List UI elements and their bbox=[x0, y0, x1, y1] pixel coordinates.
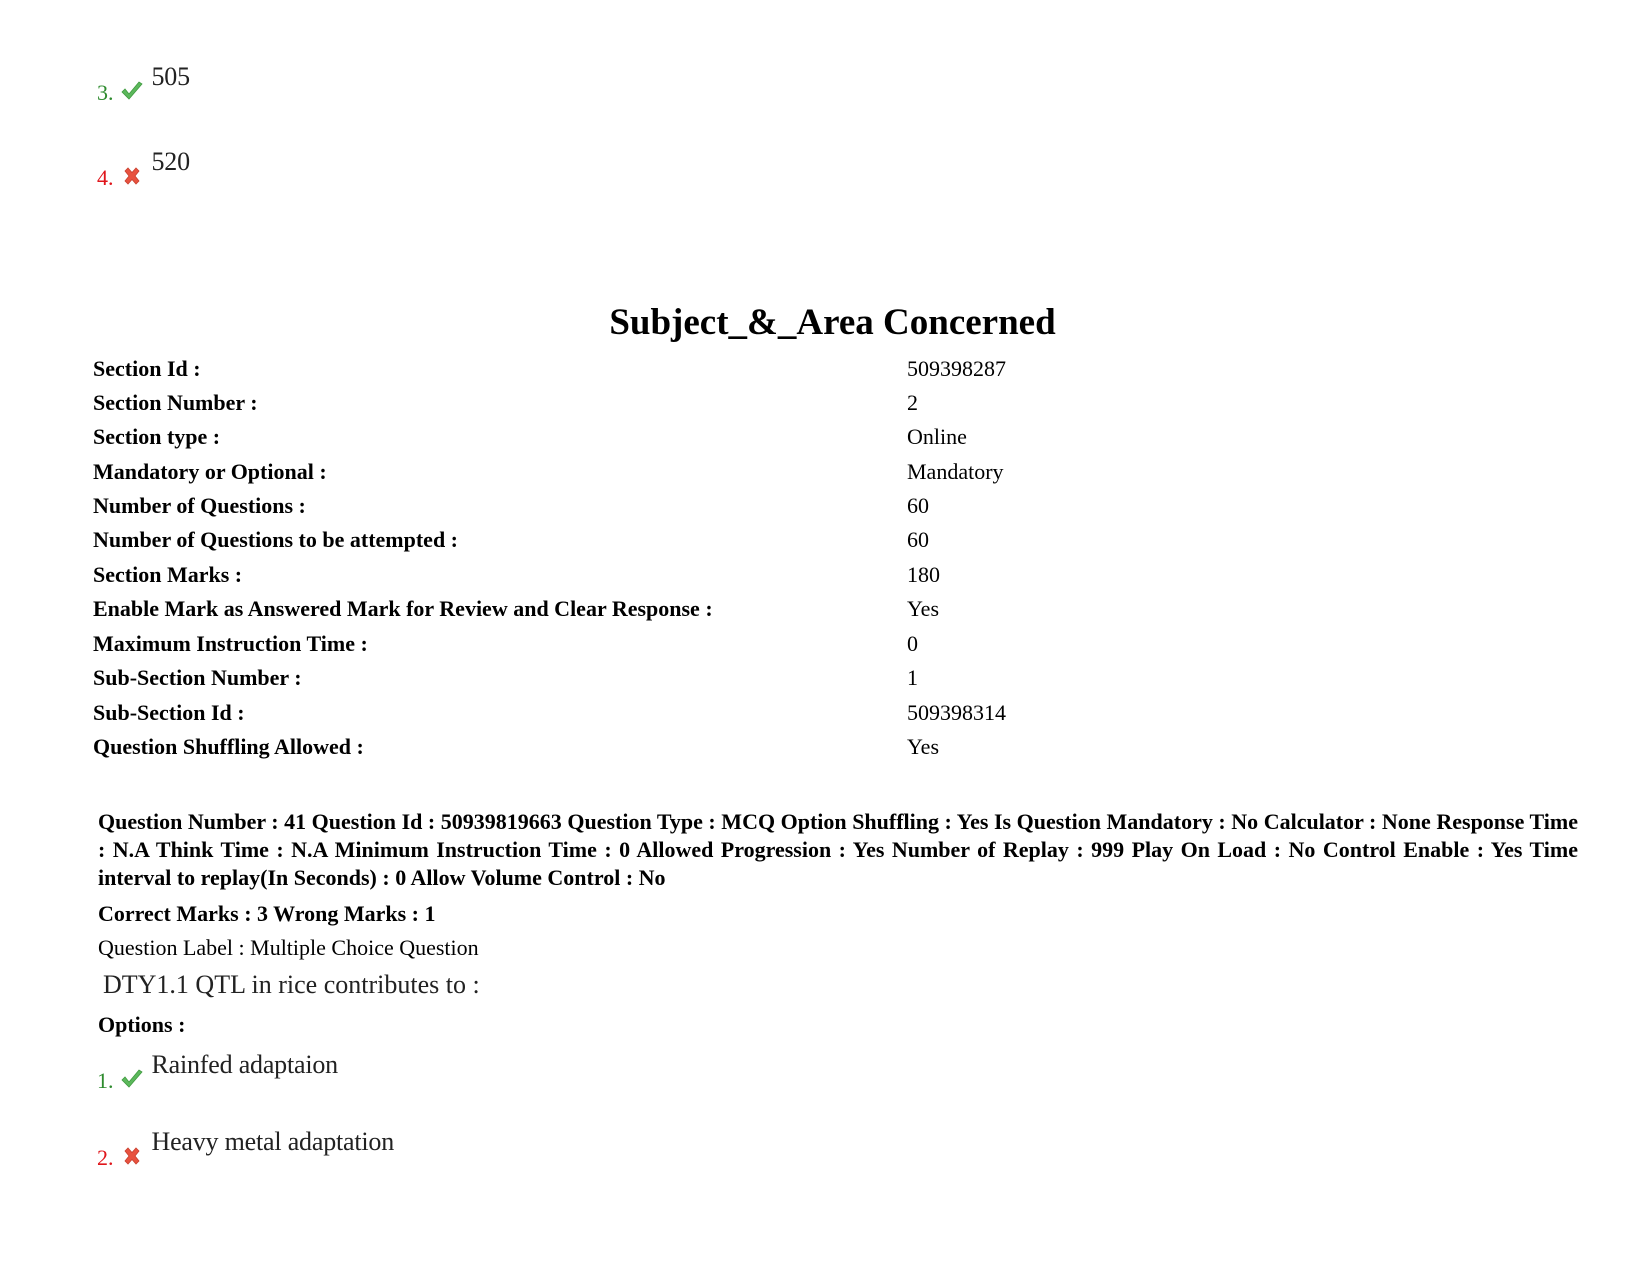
info-row bbox=[93, 628, 1393, 660]
info-value: 60 bbox=[907, 527, 929, 552]
info-value: 180 bbox=[907, 562, 940, 587]
info-value: 60 bbox=[907, 493, 929, 518]
info-label: Mandatory or Optional : bbox=[93, 459, 327, 484]
option-item bbox=[97, 147, 190, 190]
info-row bbox=[93, 387, 1393, 419]
cross-icon bbox=[120, 165, 144, 187]
info-label: Question Shuffling Allowed : bbox=[93, 734, 364, 759]
info-row bbox=[93, 421, 1393, 453]
info-value: Yes bbox=[907, 596, 940, 621]
info-label: Maximum Instruction Time : bbox=[93, 631, 368, 656]
cross-icon bbox=[120, 1145, 144, 1167]
info-label: Sub-Section Number : bbox=[93, 665, 302, 690]
info-row bbox=[93, 456, 1393, 488]
option-item bbox=[97, 62, 190, 105]
info-label: Section Number : bbox=[93, 390, 258, 415]
info-row bbox=[93, 490, 1393, 522]
option-number: 3. bbox=[97, 80, 114, 105]
options-heading: Options : bbox=[98, 1012, 186, 1037]
info-label: Section type : bbox=[93, 424, 221, 449]
question-label: Question Label : Multiple Choice Question bbox=[98, 935, 479, 960]
info-row bbox=[93, 593, 1393, 625]
question-meta: Question Number : 41 Question Id : 50939819663 Question Type : MCQ Option Shuffling : Yes Is Question Mandatory : No Calculator : None Response Time : N.A Think Time : N.A Minimum Instruction Time : 0 Allowed Progression : Yes Number of Replay : 999 Play On Load : No Control Enable : Yes Time interval to replay(In Seconds) : 0 Allow Volume Control : No bbox=[98, 809, 1578, 890]
info-value: 509398287 bbox=[907, 356, 1006, 381]
info-label: Number of Questions to be attempted : bbox=[93, 527, 459, 552]
option-number: 1. bbox=[97, 1068, 114, 1093]
info-row bbox=[93, 524, 1393, 556]
info-value: Online bbox=[907, 424, 967, 449]
info-row bbox=[93, 662, 1393, 694]
info-row bbox=[93, 697, 1393, 729]
option-item bbox=[97, 1050, 338, 1093]
info-row bbox=[93, 559, 1393, 591]
info-label: Number of Questions : bbox=[93, 493, 306, 518]
info-value: 2 bbox=[907, 390, 918, 415]
info-row bbox=[93, 731, 1393, 763]
info-value: 509398314 bbox=[907, 700, 1006, 725]
option-text: Rainfed adaptaion bbox=[151, 1050, 338, 1079]
option-number: 2. bbox=[97, 1145, 114, 1170]
info-label: Section Id : bbox=[93, 356, 201, 381]
info-row bbox=[93, 353, 1393, 385]
info-label: Section Marks : bbox=[93, 562, 243, 587]
info-value: 1 bbox=[907, 665, 918, 690]
info-value: Yes bbox=[907, 734, 940, 759]
check-icon bbox=[120, 80, 144, 102]
option-number: 4. bbox=[97, 165, 114, 190]
option-text: Heavy metal adaptation bbox=[151, 1127, 394, 1156]
info-label: Sub-Section Id : bbox=[93, 700, 245, 725]
question-text: DTY1.1 QTL in rice contributes to : bbox=[103, 970, 480, 999]
section-title: Subject_&_Area Concerned bbox=[609, 302, 1056, 343]
option-text: 505 bbox=[151, 62, 190, 91]
check-icon bbox=[120, 1068, 144, 1090]
info-label: Enable Mark as Answered Mark for Review and Clear Response : bbox=[93, 596, 713, 621]
info-value: Mandatory bbox=[907, 459, 1004, 484]
option-text: 520 bbox=[151, 147, 190, 176]
question-marks: Correct Marks : 3 Wrong Marks : 1 bbox=[98, 901, 436, 926]
option-item bbox=[97, 1127, 394, 1170]
info-value: 0 bbox=[907, 631, 918, 656]
